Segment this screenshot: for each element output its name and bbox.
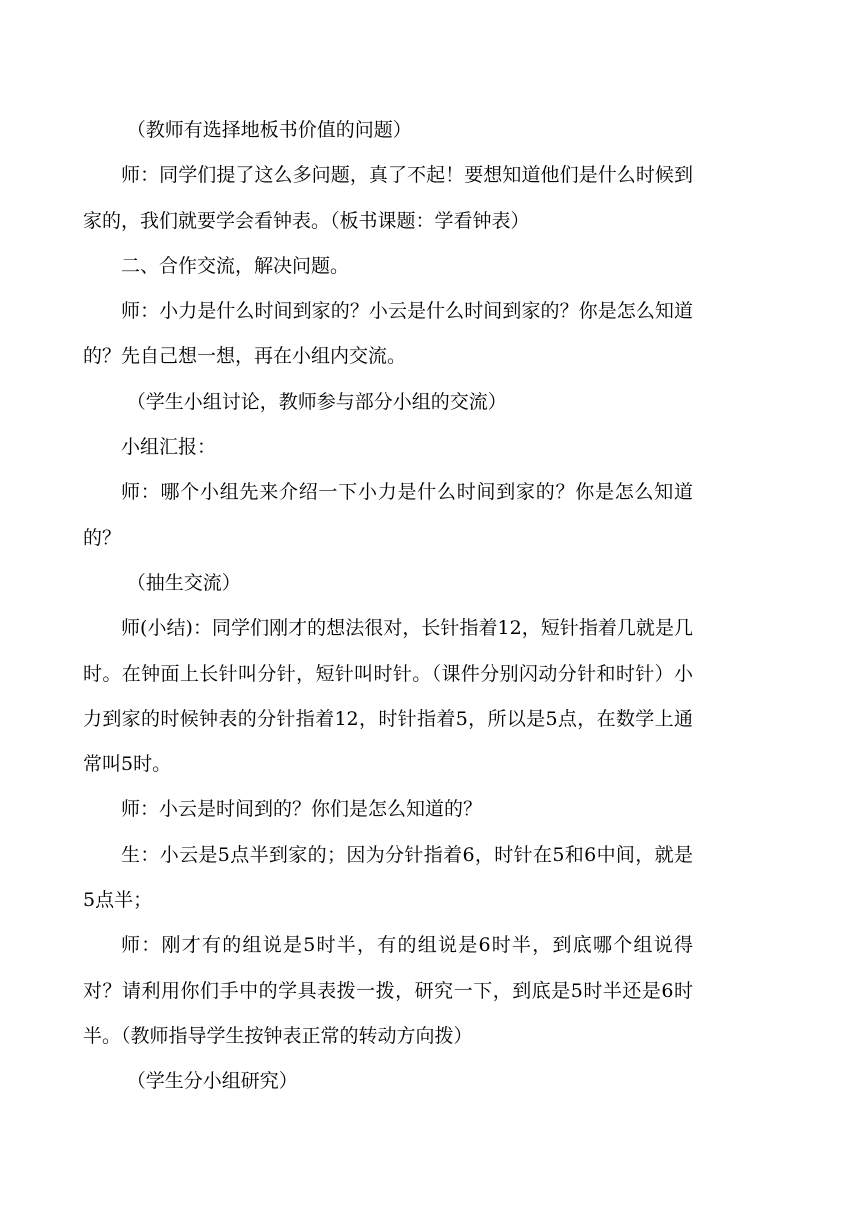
paragraph-teacher-note: （教师有选择地板书价值的问题） xyxy=(126,119,412,141)
paragraph-teacher-prompt: 师：哪个小组先来介绍一下小力是什么时间到家的？你是怎么知道的？ xyxy=(83,481,693,549)
paragraph-group-report: 小组汇报： xyxy=(121,436,217,459)
paragraph-student-answer: 生：小云是5点半到家的；因为分针指着6，时针在5和6中间，就是5点半； xyxy=(83,843,693,912)
document-body xyxy=(83,108,693,1105)
paragraph-student-discussion-note: （学生小组讨论，教师参与部分小组的交流） xyxy=(126,390,507,413)
paragraph-teacher-intro: 师：同学们提了这么多问题，真了不起！要想知道他们是什么时候到家的，我们就要学会看钟表。（板书课题：学看钟表） xyxy=(83,164,693,232)
paragraph-teacher-guidance: 师：刚才有的组说是5时半，有的组说是6时半，到底哪个组说得对？请利用你们手中的学具表拨一拨，研究一下，到底是5时半还是6时半。（教师指导学生按钟表正常的转动方向拨） xyxy=(83,934,693,1047)
paragraph-group-research-note: （学生分小组研究） xyxy=(126,1070,298,1093)
section-heading: 二、合作交流，解决问题。 xyxy=(121,254,350,277)
paragraph-sampling-note: （抽生交流） xyxy=(126,571,241,594)
paragraph-teacher-summary: 师(小结)：同学们刚才的想法很对，长针指着12，短针指着几就是几时。在钟面上长针叫分针，短针叫时针。（课件分别闪动分针和时针）小力到家的时候钟表的分针指着12，时针指着5，所以是5点，在数学上通常叫5时。 xyxy=(83,617,693,776)
paragraph-teacher-followup: 师：小云是时间到的？你们是怎么知道的？ xyxy=(121,798,483,821)
paragraph-teacher-question: 师：小力是什么时间到家的？小云是什么时间到家的？你是怎么知道的？先自己想一想，再在小组内交流。 xyxy=(83,300,693,368)
